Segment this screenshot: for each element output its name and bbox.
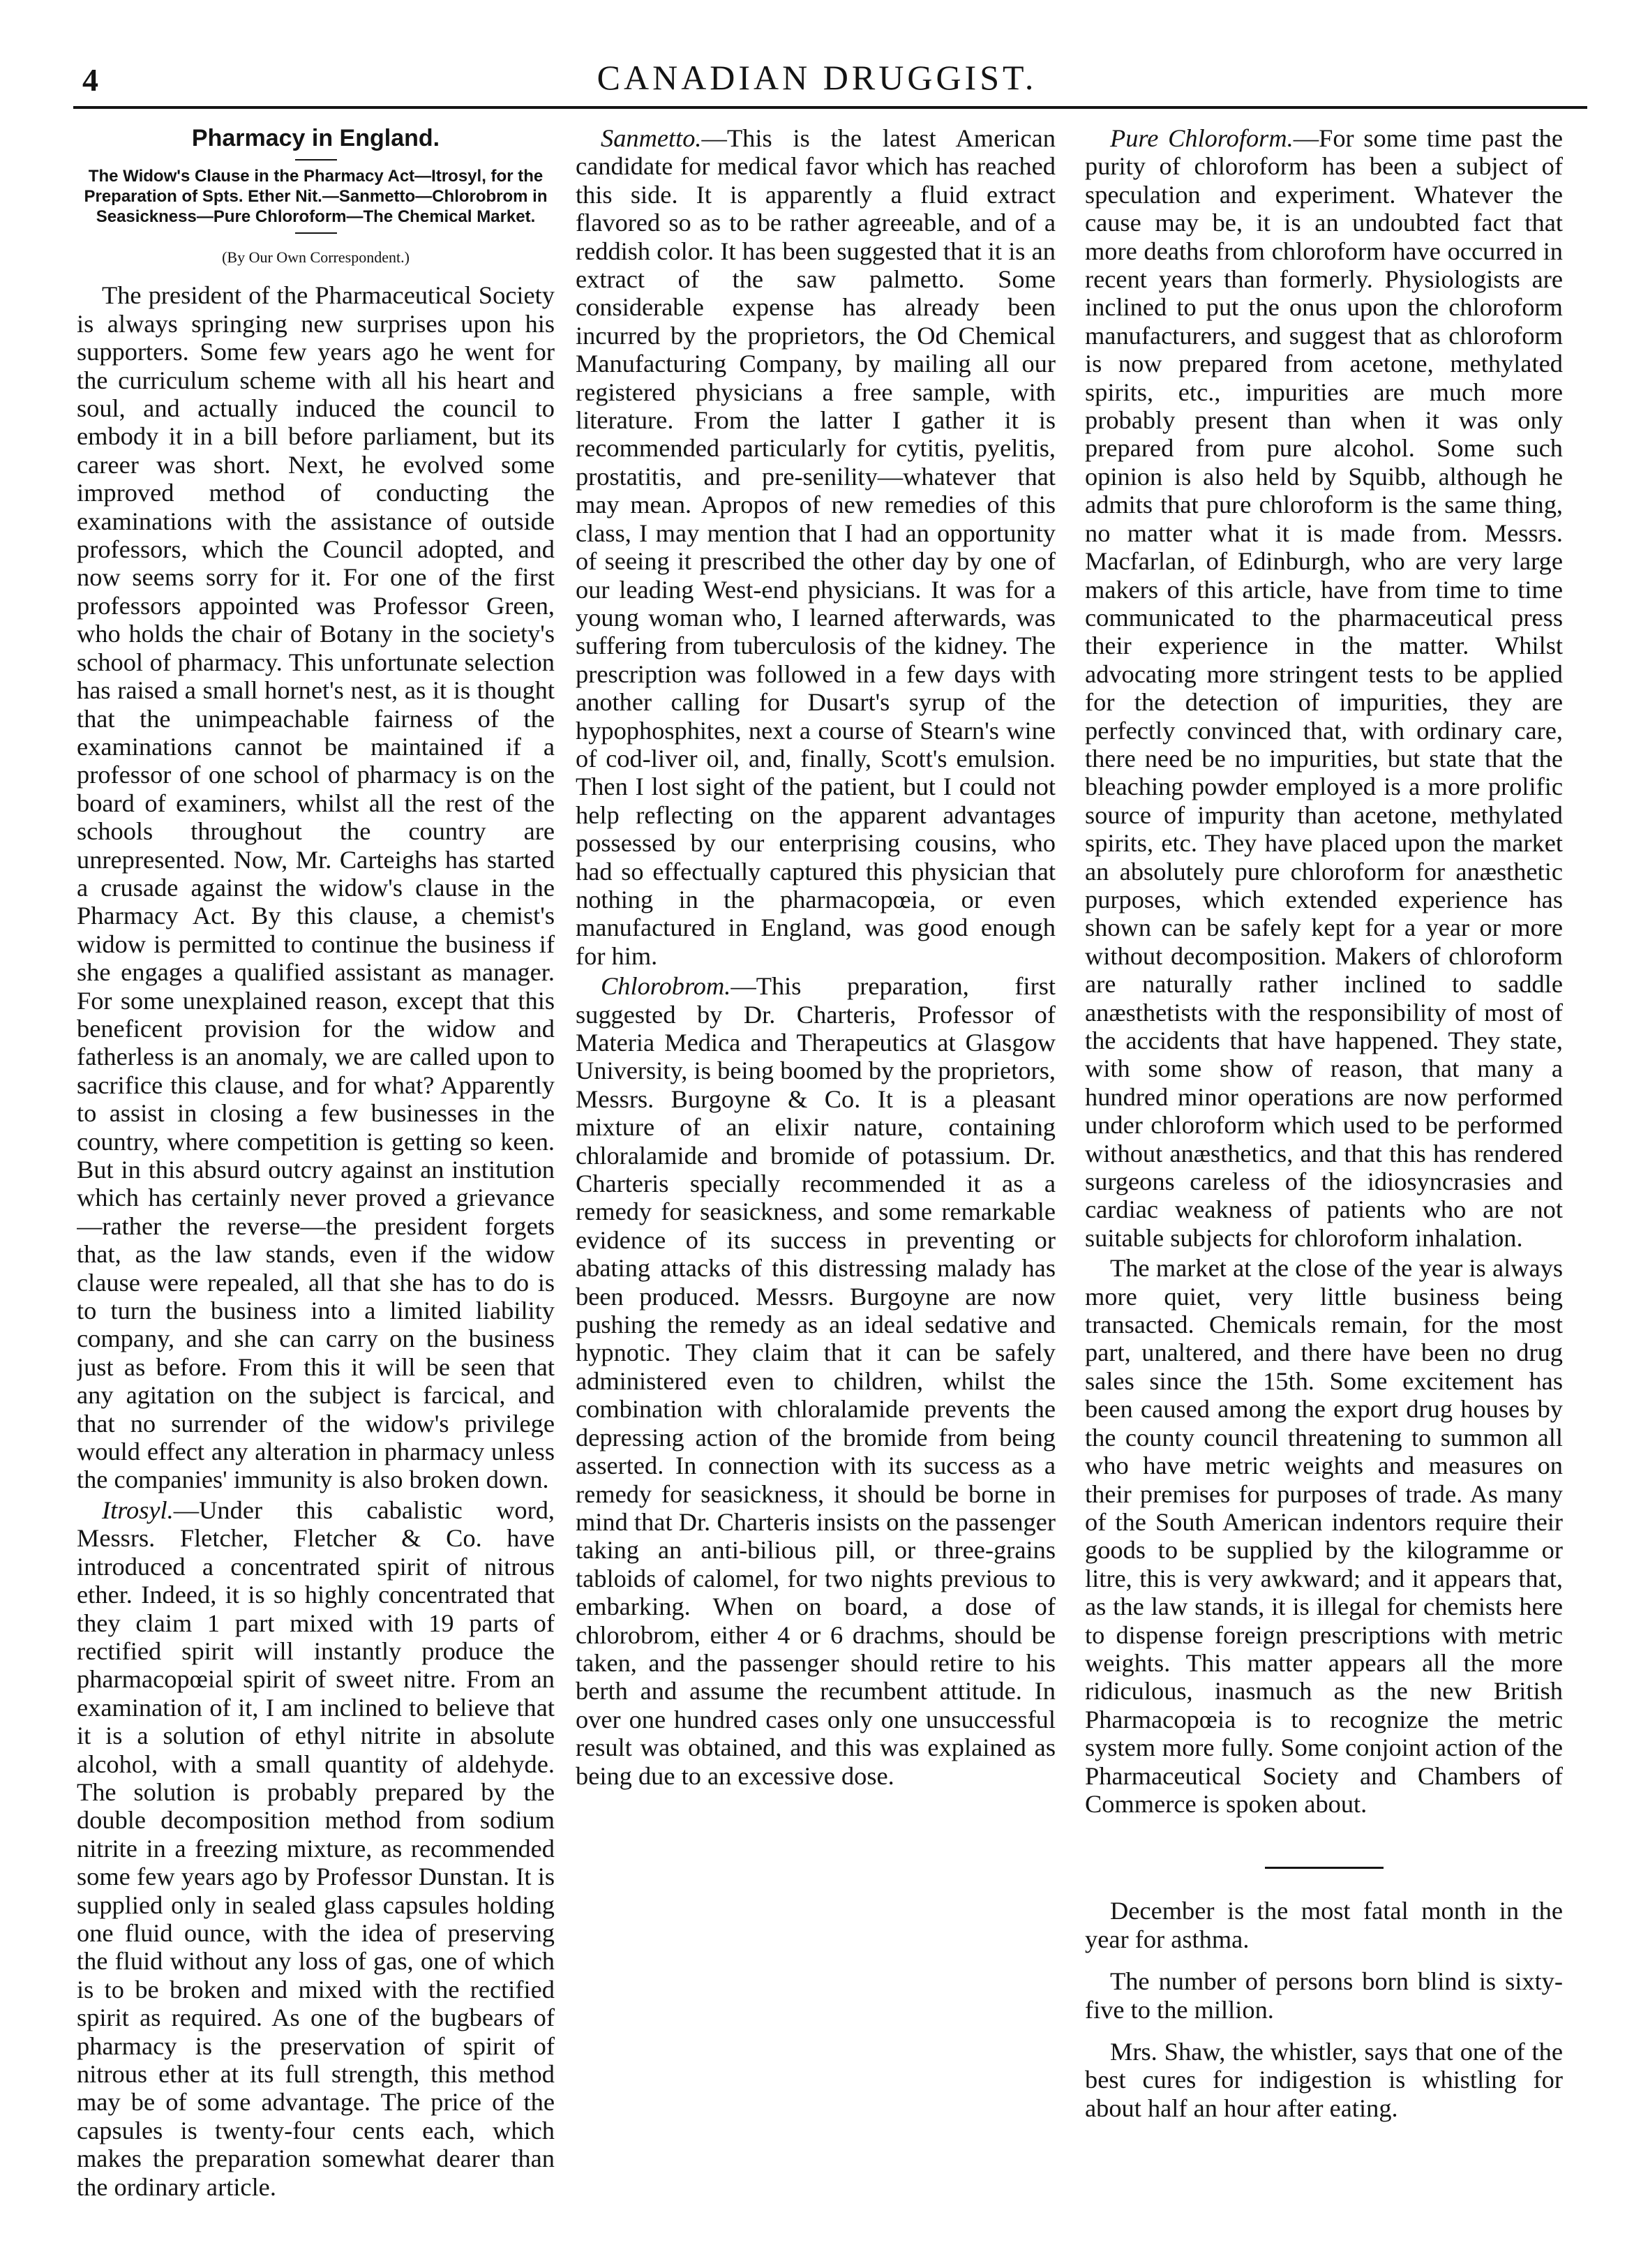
- lead-pure-chloroform: Pure Chloroform.: [1110, 124, 1294, 152]
- paragraph-itrosyl: [77, 1496, 555, 2201]
- header-rule: [73, 106, 1587, 109]
- text-itrosyl: —Under this cabalistic word, Messrs. Fletcher, Fletcher & Co. have introduced a concentrated spirit of nitrous ether. Indeed, it is so highly concentrated that they claim 1 part mixed with 19 parts of rectified spirit will instantly produce the pharmacopœial spirit of sweet nitre. From an examination of it, I am inclined to believe that it is a solution of ethyl nitrite in absolute alcohol, with a small quantity of aldehyde. The solution is probably prepared by the double decomposition method from sodium nitrite in a freezing mixture, as recommended some few years ago by Professor Dunstan. It is supplied only in sealed glass capsules holding one fluid ounce, with the idea of preserving the fluid without any loss of gas, one of which is to be broken and mixed with the rectified spirit as required. As one of the bugbears of pharmacy is the preservation of spirit of nitrous ether at its full strength, this method may be of some advantage. The price of the capsules is twenty-four cents each, which makes the preparation somewhat dearer than the ordinary article.: [77, 1495, 555, 2201]
- lead-chlorobrom: Chlorobrom.: [601, 972, 731, 1001]
- title-rule: [295, 159, 337, 161]
- filler-asthma: December is the most fatal month in the year for asthma.: [1085, 1897, 1563, 1953]
- filler-rule: [1265, 1867, 1384, 1869]
- lead-itrosyl: Itrosyl.: [102, 1495, 174, 1524]
- column-3: [1085, 124, 1563, 2246]
- filler-born-blind: The number of persons born blind is sixty-five to the million.: [1085, 1967, 1563, 2024]
- paragraph-pure-chloroform: [1085, 124, 1563, 1252]
- text-pure-chloroform: —For some time past the purity of chloroform has been a subject of speculation and experiment. Whatever the cause may be, it is an undoubted fact that more deaths from chloroform have occurred in recent years than formerly. Physiologists are inclined to put the onus upon the chloroform manufacturers, and suggest that as chloroform is now prepared from acetone, methylated spirits, etc., impurities are much more probably present than when it was only prepared from pure alcohol. Some such opinion is also held by Squibb, although he admits that pure chloroform is the same thing, no matter what it is made from. Messrs. Macfarlan, of Edinburgh, who are very large makers of this article, have from time to time communicated to the pharmaceutical press their experience in the matter. Whilst advocating more stringent tests to be applied for the detection of impurities, they are perfectly convinced that, with ordinary care, there need be no impurities, but state that the bleaching powder employed is a more prolific source of impurity than acetone, methylated spirits, etc. They have placed upon the market an absolutely pure chloroform for anæsthetic purposes, which extended experience has shown can be safely kept for a year or more without decomposition. Makers of chloroform are naturally rather inclined to saddle anæsthetists with the responsibility of most of the accidents that have happened. They state, with some show of reason, that many a hundred minor operations are now performed under chloroform which used to be performed without anæsthetics, and that this has rendered surgeons careless of the idiosyncrasies and cardiac weakness of patients who are not suitable subjects for chloroform inhalation.: [1085, 124, 1563, 1252]
- article-title: Pharmacy in England.: [191, 125, 440, 151]
- text-sanmetto: —This is the latest American candidate for medical favor which has reached this side. It is apparently a fluid extract flavored so as to be rather agreeable, and of a reddish color. It has been suggested that it is an extract of the saw palmetto. Some considerable expense has already been incurred by the proprietors, the Od Chemical Manufacturing Company, by mailing all our registered physicians a free sample, with literature. From the latter I gather it is recommended particularly for cytitis, pyelitis, prostatitis, and pre-senility—whatever that may mean. Apropos of new remedies of this class, I may mention that I had an opportunity of seeing it prescribed the other day by one of our leading West-end physicians. It was for a young woman who, I learned afterwards, was suffering from tuberculosis of the kidney. The prescription was followed in a few days with another calling for Dusart's syrup of the hypophosphites, next a course of Stearn's wine of cod-liver oil, and, finally, Scott's emulsion. Then I lost sight of the patient, but I could not help reflecting on the apparent advantages possessed by our enterprising cousins, who had so effectually captured this physician that nothing in the pharmacopœia, or even manufactured in England, was good enough for him.: [576, 124, 1056, 970]
- text-chlorobrom: —This preparation, first suggested by Dr. Charteris, Professor of Materia Medica and Therapeutics at Glasgow University, is being boomed by the proprietors, Messrs. Burgoyne & Co. It is a pleasant mixture of an elixir nature, containing chloralamide and bromide of potassium. Dr. Charteris specially recommended it as a remedy for seasickness, and some remarkable evidence of its success in preventing or abating attacks of this distressing malady has been produced. Messrs. Burgoyne are now pushing the remedy as an ideal sedative and hypnotic. They claim that it can be safely administered even to children, whilst the combination with chloralamide prevents the depressing action of the bromide from being asserted. In connection with its success as a remedy for seasickness, it should be borne in mind that Dr. Charteris insists on the passenger taking an anti-bilious pill, or three-grains tabloids of calomel, for two nights previous to embarking. When on board, a dose of chlorobrom, either 4 or 6 drachms, should be taken, and the passenger should retire to his berth and assume the recumbent attitude. In over one hundred cases only one unsuccessful result was obtained, and this was explained as being due to an excessive dose.: [576, 972, 1056, 1790]
- paragraph-chlorobrom: [576, 972, 1056, 1790]
- column-1: [77, 124, 555, 2246]
- byline: (By Our Own Correspondent.): [222, 248, 410, 266]
- paragraph-sanmetto: [576, 124, 1056, 970]
- column-2: [576, 124, 1056, 2246]
- deck-rule: [295, 232, 337, 234]
- article-deck: The Widow's Clause in the Pharmacy Act—Itrosyl, for the Preparation of Spts. Ether Nit.—Sanmetto—Chlorobrom in Seasickness—Pure Chloroform—The Chemical Market.: [84, 167, 548, 226]
- filler-whistler: Mrs. Shaw, the whistler, says that one of the best cures for indigestion is whistling for about half an hour after eating.: [1085, 2038, 1563, 2122]
- page-number: 4: [82, 62, 98, 98]
- running-title: CANADIAN DRUGGIST.: [597, 58, 1037, 97]
- paragraph-intro: The president of the Pharmaceutical Society is always springing new surprises upon his supporters. Some few years ago he went for the curriculum scheme with all his heart and soul, and actually induced the council to embody it in a bill before parliament, but its career was short. Next, he evolved some improved method of conducting the examinations with the assistance of outside professors, which the Council adopted, and now seems sorry for it. For one of the first professors appointed was Professor Green, who holds the chair of Botany in the society's school of pharmacy. This unfortunate selection has raised a small hornet's nest, as it is thought that the unimpeachable fairness of the examinations cannot be maintained if a professor of one school of pharmacy is on the board of examiners, whilst all the rest of the schools throughout the country are unrepresented. Now, Mr. Carteighs has started a crusade against the widow's clause in the Pharmacy Act. By this clause, a chemist's widow is permitted to continue the business if she engages a qualified assistant as manager. For some unexplained reason, except that this beneficent provision for the widow and fatherless is an anomaly, we are called upon to sacrifice this clause, and for what? Apparently to assist in closing a few businesses in the country, where competition is getting so keen. But in this absurd outcry against an institution which has certainly never proved a grievance—rather the reverse—the president forgets that, as the law stands, even if the widow clause were repealed, all that she has to do is to turn the business into a limited liability company, and she can carry on the business just as before. From this it will be seen that any agitation on the subject is farcical, and that no surrender of the widow's privilege would effect any alteration in pharmacy unless the companies' immunity is also broken down.: [77, 281, 555, 1494]
- paragraph-market: The market at the close of the year is always more quiet, very little business being transacted. Chemicals remain, for the most part, unaltered, and there have been no drug sales since the 15th. Some excitement has been caused among the export drug houses by the county council threatening to summon all who have metric weights and measures on their premises for purposes of trade. As many of the South American indentors require their goods to be supplied by the kilogramme or litre, this is very awkward; and it appears that, as the law stands, it is illegal for chemists here to dispense foreign prescriptions with metric weights. This matter appears all the more ridiculous, inasmuch as the new British Pharmacopœia is to recognize the metric system more fully. Some conjoint action of the Pharmaceutical Society and Chambers of Commerce is spoken about.: [1085, 1254, 1563, 1818]
- lead-sanmetto: Sanmetto.: [601, 124, 702, 152]
